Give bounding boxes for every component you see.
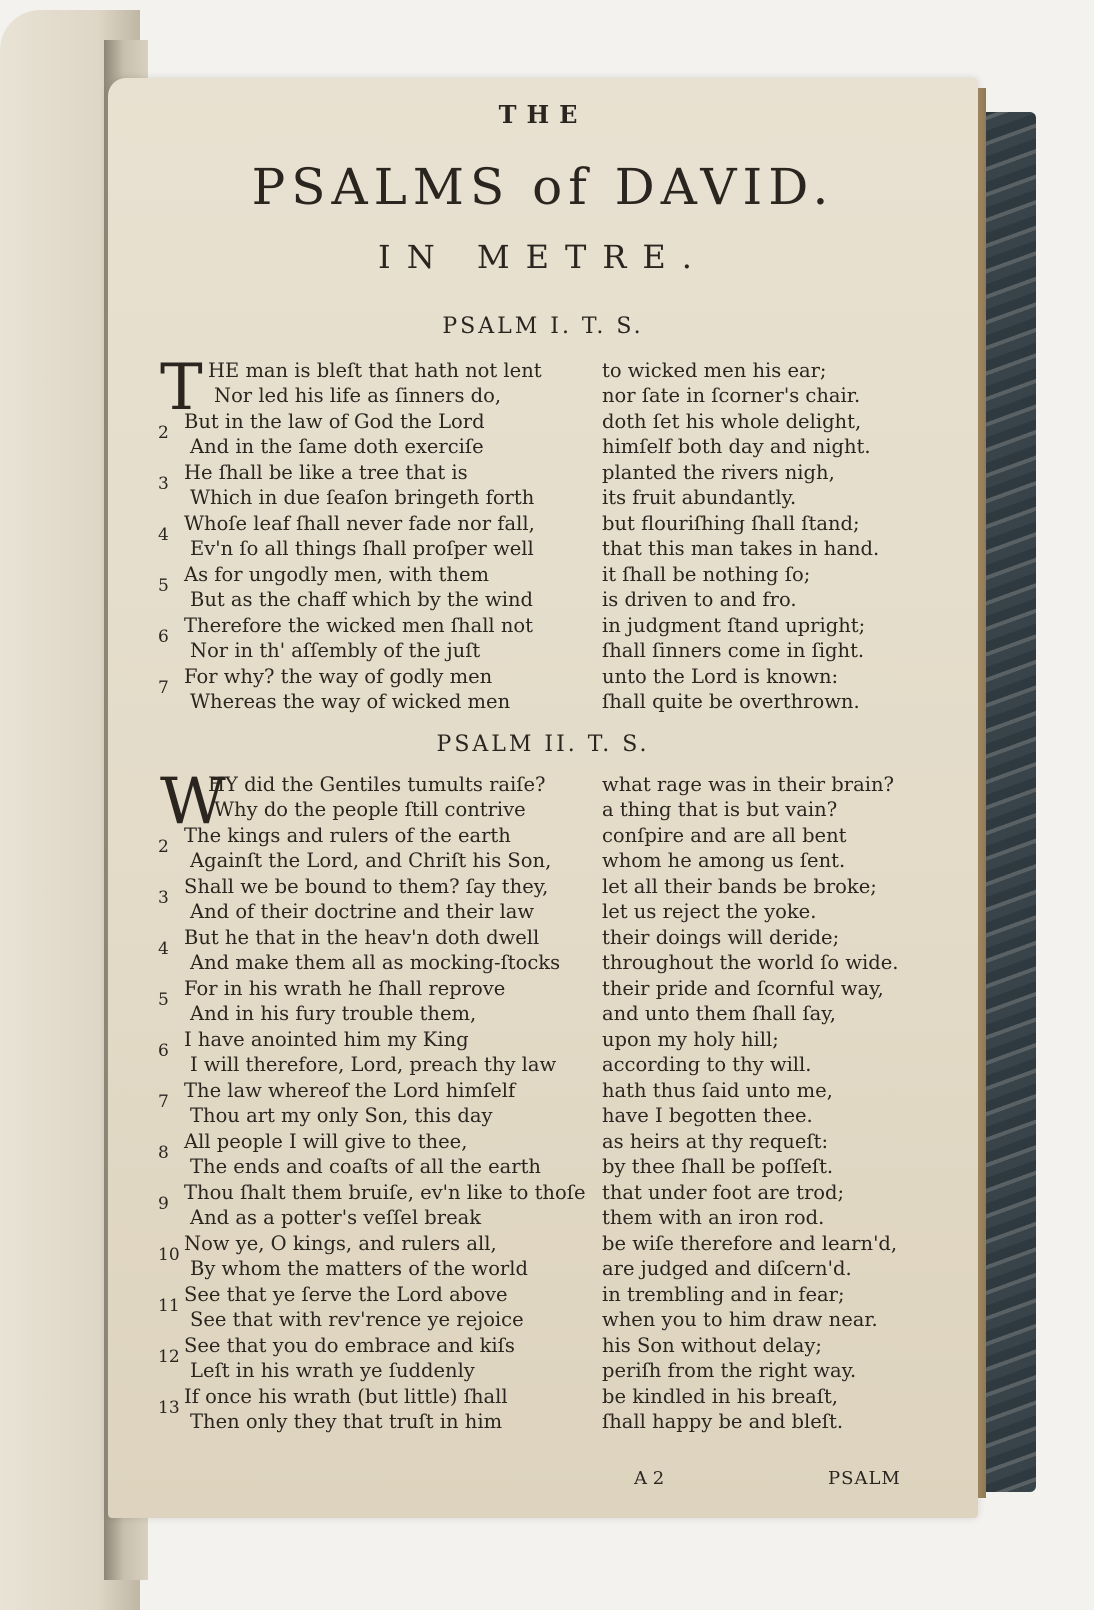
line-first-half: Leſt in his wrath ye ſuddenly (190, 1359, 475, 1382)
verse (156, 1027, 956, 1077)
verse-line (156, 874, 956, 899)
line-first-half: I have anointed him my King (184, 1028, 469, 1051)
verse-number: 5 (158, 576, 169, 596)
line-first-half: Nor in th' aſſembly of the juſt (190, 639, 481, 662)
verse-line (156, 899, 956, 924)
verse-number: 10 (158, 1245, 180, 1265)
line-first-half: But as the chaff which by the wind (190, 588, 534, 611)
verse-line (156, 797, 956, 822)
verse-line (156, 664, 956, 689)
line-second-half: in judgment ſtand upright; (602, 614, 866, 637)
line-second-half: to wicked men his ear; (602, 359, 827, 382)
verse (156, 1282, 956, 1332)
verse-line (156, 1180, 956, 1205)
line-second-half: have I begotten thee. (602, 1104, 813, 1127)
line-second-half: when you to him draw near. (602, 1308, 878, 1331)
line-first-half: Whereas the way of wicked men (190, 690, 511, 713)
line-first-half: And of their doctrine and their law (190, 900, 535, 923)
line-first-half: And as a potter's veſſel break (190, 1206, 482, 1229)
verse-number: 3 (158, 888, 169, 908)
line-second-half: its fruit abundantly. (602, 486, 797, 509)
page-title: PSALMS of DAVID. (251, 158, 835, 216)
verse-number: 8 (158, 1143, 169, 1163)
verse-line (156, 434, 956, 459)
line-first-half: Shall we be bound to them? ſay they, (184, 875, 549, 898)
line-first-half: See that ye ſerve the Lord above (184, 1283, 508, 1306)
line-first-half: For why? the way of godly men (184, 665, 493, 688)
line-first-half: As for ungodly men, with them (184, 563, 489, 586)
verse (156, 823, 956, 873)
verse (156, 976, 956, 1026)
verse-line (156, 1027, 956, 1052)
verse-line (156, 1231, 956, 1256)
verse (156, 1231, 956, 1281)
psalm-1-heading: PSALM I. T. S. (442, 314, 644, 339)
verse-number: 6 (158, 1041, 169, 1061)
title-the: THE (498, 100, 588, 129)
signature-mark: A 2 (634, 1468, 665, 1489)
line-first-half: HE man is bleſt that hath not lent (208, 359, 542, 382)
verse-number: 4 (158, 525, 169, 545)
verse-line (156, 1052, 956, 1077)
line-second-half: their doings will deride; (602, 926, 840, 949)
line-second-half: upon my holy hill; (602, 1028, 779, 1051)
verse-line (156, 772, 956, 797)
catchword: PSALM (828, 1468, 901, 1489)
line-first-half: The kings and rulers of the earth (184, 824, 511, 847)
verse-line (156, 1103, 956, 1128)
verse-number: 7 (158, 1092, 169, 1112)
verse-line (156, 358, 956, 383)
verse-line (156, 409, 956, 434)
line-first-half: But he that in the heav'n doth dwell (184, 926, 540, 949)
line-first-half: By whom the matters of the world (190, 1257, 528, 1280)
line-second-half: be wiſe therefore and learn'd, (602, 1232, 898, 1255)
verse-line (156, 1129, 956, 1154)
verse-number: 11 (158, 1296, 180, 1316)
verse-line (156, 689, 956, 714)
verse-line (156, 460, 956, 485)
verse (156, 1384, 956, 1434)
line-first-half: Then only they that truſt in him (190, 1410, 503, 1433)
verse-line (156, 383, 956, 408)
verse-number: 9 (158, 1194, 169, 1214)
verse-number: 3 (158, 474, 169, 494)
line-first-half: For in his wrath he ſhall reprove (184, 977, 506, 1000)
line-first-half: He ſhall be like a tree that is (184, 461, 468, 484)
verse-number: 13 (158, 1398, 180, 1418)
line-second-half: what rage was in their brain? (602, 773, 894, 796)
line-second-half: by thee ſhall be poſſeſt. (602, 1155, 834, 1178)
line-first-half: But in the law of God the Lord (184, 410, 485, 433)
verse (156, 874, 956, 924)
line-second-half: be kindled in his breaſt, (602, 1385, 838, 1408)
verse-line (156, 976, 956, 1001)
line-first-half: And make them all as mocking-ſtocks (190, 951, 561, 974)
line-first-half: Whoſe leaf ſhall never fade nor fall, (184, 512, 535, 535)
verse-line (156, 587, 956, 612)
line-second-half: periſh from the right way. (602, 1359, 857, 1382)
line-second-half: his Son without delay; (602, 1334, 822, 1357)
line-first-half: If once his wrath (but little) ſhall (184, 1385, 508, 1408)
verse-number: 7 (158, 678, 169, 698)
verse (156, 1180, 956, 1230)
verse-line (156, 1384, 956, 1409)
verse-line (156, 1001, 956, 1026)
line-second-half: is driven to and fro. (602, 588, 797, 611)
verse-line (156, 638, 956, 663)
verse (156, 1333, 956, 1383)
verse (156, 925, 956, 975)
line-first-half: All people I will give to thee, (184, 1130, 468, 1153)
line-first-half: See that you do embrace and kiſs (184, 1334, 515, 1357)
line-second-half: that under foot are trod; (602, 1181, 845, 1204)
verse (156, 1129, 956, 1179)
verse-line (156, 1307, 956, 1332)
verse (156, 664, 956, 714)
book-page (108, 78, 978, 1518)
line-second-half: throughout the world ſo wide. (602, 951, 899, 974)
drop-cap: W (160, 765, 226, 839)
line-second-half: let all their bands be broke; (602, 875, 877, 898)
line-first-half: Ev'n ſo all things ſhall proſper well (190, 537, 534, 560)
psalm-2-text (156, 765, 956, 1435)
line-second-half: himſelf both day and night. (602, 435, 871, 458)
verse-line (156, 1078, 956, 1103)
verse (156, 460, 956, 510)
verse-number: 5 (158, 990, 169, 1010)
line-second-half: let us reject the yoke. (602, 900, 817, 923)
line-second-half: hath thus ſaid unto me, (602, 1079, 833, 1102)
line-first-half: HY did the Gentiles tumults raiſe? (208, 773, 546, 796)
line-second-half: doth ſet his whole delight, (602, 410, 862, 433)
verse-line (156, 823, 956, 848)
line-second-half: that this man takes in hand. (602, 537, 880, 560)
psalm-1-text (156, 351, 956, 715)
verse (156, 511, 956, 561)
line-second-half: conſpire and are all bent (602, 824, 847, 847)
line-first-half: The law whereof the Lord himſelf (184, 1079, 516, 1102)
line-second-half: ſhall happy be and bleſt. (602, 1410, 844, 1433)
verse-line (156, 511, 956, 536)
line-first-half: Thou art my only Son, this day (190, 1104, 493, 1127)
line-second-half: whom he among us ſent. (602, 849, 846, 872)
line-first-half: See that with rev'rence ye rejoice (190, 1308, 524, 1331)
line-first-half: And in the ſame doth exerciſe (190, 435, 484, 458)
verse-line (156, 1333, 956, 1358)
verse-line (156, 925, 956, 950)
line-first-half: And in his fury trouble them, (190, 1002, 477, 1025)
line-second-half: according to thy will. (602, 1053, 812, 1076)
line-first-half: Therefore the wicked men ſhall not (184, 614, 534, 637)
verse-line (156, 485, 956, 510)
page-subtitle: IN METRE. (378, 238, 708, 276)
verse-line (156, 848, 956, 873)
line-first-half: The ends and coaſts of all the earth (190, 1155, 541, 1178)
line-second-half: unto the Lord is known: (602, 665, 839, 688)
verse-line (156, 562, 956, 587)
verse (156, 409, 956, 459)
line-second-half: them with an iron rod. (602, 1206, 825, 1229)
line-second-half: their pride and ſcornful way, (602, 977, 884, 1000)
verse-line (156, 1154, 956, 1179)
line-first-half: Thou ſhalt them bruiſe, ev'n like to thoſe (184, 1181, 586, 1204)
verse-number: 2 (158, 423, 169, 443)
verse (156, 613, 956, 663)
line-second-half: nor ſate in ſcorner's chair. (602, 384, 861, 407)
verse-line (156, 536, 956, 561)
line-second-half: ſhall ſinners come in ſight. (602, 639, 865, 662)
verse-line (156, 950, 956, 975)
line-first-half: I will therefore, Lord, preach thy law (190, 1053, 557, 1076)
line-second-half: and unto them ſhall ſay, (602, 1002, 836, 1025)
line-second-half: a thing that is but vain? (602, 798, 838, 821)
line-second-half: ſhall quite be overthrown. (602, 690, 860, 713)
psalm-2-heading: PSALM II. T. S. (436, 732, 650, 757)
verse-line (156, 613, 956, 638)
line-first-half: Nor led his life as ſinners do, (214, 384, 502, 407)
verse-line (156, 1409, 956, 1434)
verse-line (156, 1282, 956, 1307)
verse-number: 4 (158, 939, 169, 959)
verse-line (156, 1205, 956, 1230)
verse (156, 1078, 956, 1128)
verse-line (156, 1256, 956, 1281)
verse (156, 562, 956, 612)
line-first-half: Againſt the Lord, and Chriſt his Son, (190, 849, 552, 872)
line-second-half: planted the rivers nigh, (602, 461, 835, 484)
line-second-half: but flouriſhing ſhall ſtand; (602, 512, 860, 535)
line-first-half: Which in due ſeaſon bringeth forth (190, 486, 535, 509)
line-second-half: in trembling and in fear; (602, 1283, 845, 1306)
line-second-half: are judged and diſcern'd. (602, 1257, 852, 1280)
verse-number: 2 (158, 837, 169, 857)
verse-line (156, 1358, 956, 1383)
line-first-half: Now ye, O kings, and rulers all, (184, 1232, 497, 1255)
drop-cap: T (160, 351, 203, 425)
verse-number: 6 (158, 627, 169, 647)
line-second-half: it ſhall be nothing ſo; (602, 563, 811, 586)
line-second-half: as heirs at thy requeſt: (602, 1130, 829, 1153)
line-first-half: Why do the people ſtill contrive (214, 798, 526, 821)
verse-number: 12 (158, 1347, 180, 1367)
